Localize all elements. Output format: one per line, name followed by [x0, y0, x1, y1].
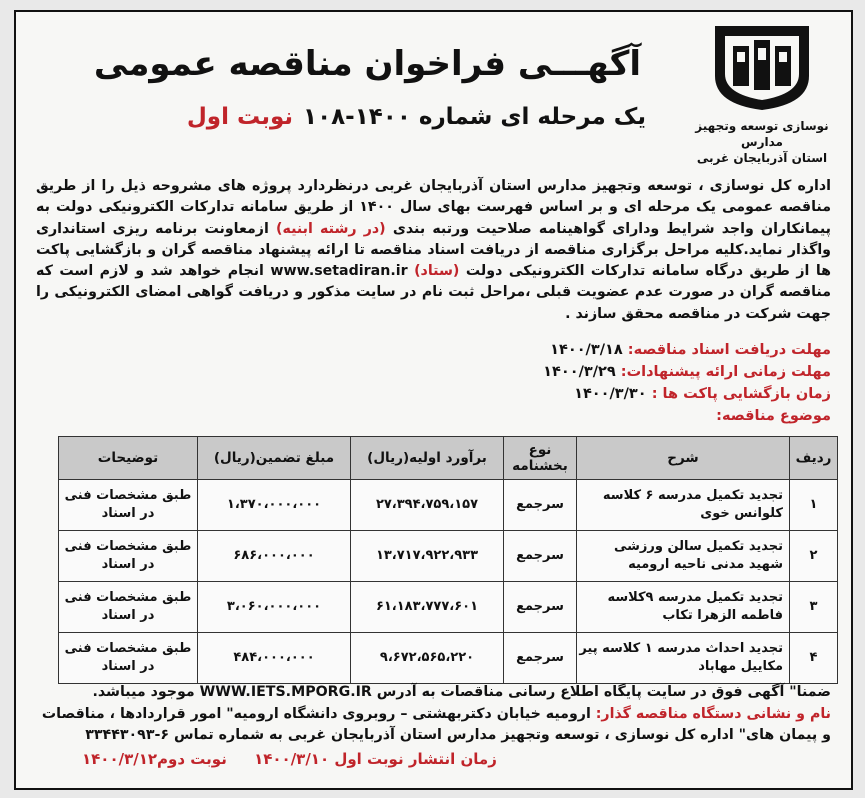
guarantee-amount: ۱،۳۷۰،۰۰۰،۰۰۰ — [198, 480, 351, 531]
contract-type: سرجمع — [504, 633, 577, 684]
contract-type: سرجمع — [504, 480, 577, 531]
guarantee-amount: ۶۸۶،۰۰۰،۰۰۰ — [198, 531, 351, 582]
tender-notice — [14, 10, 853, 790]
website-note: ضمنا" آگهی فوق در سایت پایگاه اطلاع رسانی مناقصات به آدرس WWW.IETS.MPORG.IR موجود میباشد. — [92, 684, 831, 700]
col-description: شرح — [577, 437, 790, 480]
body-part3: www.setadiran.ir انجام خواهد شد و لازم است که مناقصه گران در صورت عدم عضویت قبلی ،مراحل ثبت نام در سایت مذکور و دریافت گواهی امضای الکترونیکی را جهت شرکت در مناقصه محقق سازند . — [36, 263, 831, 322]
initial-estimate: ۶۱،۱۸۳،۷۷۷،۶۰۱ — [351, 582, 504, 633]
deadline-receive-value: ۱۴۰۰/۳/۱۸ — [550, 342, 623, 358]
initial-estimate: ۹،۶۷۲،۵۶۵،۲۲۰ — [351, 633, 504, 684]
project-description: تجدید تکمیل سالن ورزشی شهید مدنی ناحیه ارومیه — [577, 531, 790, 582]
tender-subject-label: موضوع مناقصه: — [716, 408, 831, 424]
organization-logo-icon — [707, 20, 817, 112]
deadline-submit-label: مهلت زمانی ارائه پیشنهادات: — [620, 364, 831, 380]
initial-estimate: ۲۷،۳۹۴،۷۵۹،۱۵۷ — [351, 480, 504, 531]
row-number: ۴ — [790, 633, 838, 684]
table-row — [59, 531, 838, 582]
col-notes: توضیحات — [59, 437, 198, 480]
project-description: تجدید تکمیل مدرسه ۹کلاسه فاطمه الزهرا تکاب — [577, 582, 790, 633]
notes: طبق مشخصات فنی در اسناد — [59, 480, 198, 531]
notice-body — [36, 176, 831, 325]
org-name-line2: استان آذربایجان غربی — [696, 151, 828, 165]
table-row — [59, 582, 838, 633]
col-type: نوع بخشنامه — [504, 437, 577, 480]
col-row-number: ردیف — [790, 437, 838, 480]
guarantee-amount: ۳،۰۶۰،۰۰۰،۰۰۰ — [198, 582, 351, 633]
table-row — [59, 633, 838, 684]
body-red2: (ستاد) — [414, 263, 460, 280]
body-part1: اداره کل نوسازی ، توسعه وتجهیز مدارس استان آذربایجان غربی درنظردارد پروژه های مشروحه ذیل را از طریق مناقصه عمومی یک مرحله ای و بر اساس فهرست بهای سال ۱۴۰۰ از طریق سامانه تدارکات الکترونیکی دولت به پیمانکاران واجد شرایط ودارای گواهینامه صلاحیت ورتبه بندی — [36, 178, 831, 237]
projects-table — [58, 436, 838, 684]
first-publication: زمان انتشار نوبت اول ۱۴۰۰/۳/۱۰ — [254, 750, 497, 768]
contract-type: سرجمع — [504, 582, 577, 633]
body-part2: ازمعاونت برنامه ریزی استانداری واگذار نماید.کلیه مراحل برگزاری مناقصه از دریافت اسناد مناقصه تا ارائه پیشنهاد مناقصه گران و بازگشایی پاکت ها از طریق درگاه سامانه تدارکات الکترونیکی دولت — [36, 220, 832, 280]
org-name-line1: نوسازی توسعه وتجهیز مدارس — [695, 119, 829, 149]
notes: طبق مشخصات فنی در اسناد — [59, 582, 198, 633]
notice-title: آگهـــی فراخوان مناقصه عمومی — [93, 44, 641, 84]
initial-estimate: ۱۳،۷۱۷،۹۲۲،۹۳۳ — [351, 531, 504, 582]
row-number: ۳ — [790, 582, 838, 633]
deadline-open — [574, 386, 831, 402]
contract-type: سرجمع — [504, 531, 577, 582]
publication-dates — [60, 750, 497, 768]
guarantee-amount: ۴۸۴،۰۰۰،۰۰۰ — [198, 633, 351, 684]
row-number: ۲ — [790, 531, 838, 582]
table-header-row — [59, 437, 838, 480]
notice-subtitle — [187, 104, 646, 130]
tender-number: یک مرحله ای شماره ۱۴۰۰-۱۰۸ — [303, 104, 646, 130]
deadline-open-label: زمان بازگشایی پاکت ها : — [651, 386, 831, 402]
organization-logo — [687, 20, 837, 166]
round-label: نوبت اول — [186, 104, 294, 130]
deadline-receive — [550, 342, 831, 358]
deadline-submit-value: ۱۴۰۰/۳/۲۹ — [543, 364, 616, 380]
table-row — [59, 480, 838, 531]
contracting-authority — [36, 704, 831, 746]
address-text: ارومیه خیابان دکتربهشتی – روبروی دانشگاه ارومیه" امور قراردادها ، مناقصات و پیمان های" اداره کل نوسازی ، توسعه وتجهیز مدارس استان آذربایجان غربی به شماره تماس ۶-۳۳۴۴۳۰۹۳ — [41, 706, 831, 743]
address-label: نام و نشانی دستگاه مناقصه گذار: — [595, 706, 831, 722]
col-guarantee: مبلغ تضمین(ریال) — [198, 437, 351, 480]
deadline-receive-label: مهلت دریافت اسناد مناقصه: — [627, 342, 831, 358]
tender-subject — [716, 408, 831, 424]
deadline-submit — [543, 364, 831, 380]
project-description: تجدید احداث مدرسه ۱ کلاسه پیر مکاییل مهاباد — [577, 633, 790, 684]
second-publication: نوبت دوم۱۴۰۰/۳/۱۲ — [82, 750, 227, 768]
deadline-open-value: ۱۴۰۰/۳/۳۰ — [574, 386, 647, 402]
notes: طبق مشخصات فنی در اسناد — [59, 531, 198, 582]
col-estimate: برآورد اولیه(ریال) — [351, 437, 504, 480]
body-red1: (در رشته ابنیه) — [276, 220, 386, 237]
notes: طبق مشخصات فنی در اسناد — [59, 633, 198, 684]
project-description: تجدید تکمیل مدرسه ۶ کلاسه کلوانس خوی — [577, 480, 790, 531]
row-number: ۱ — [790, 480, 838, 531]
